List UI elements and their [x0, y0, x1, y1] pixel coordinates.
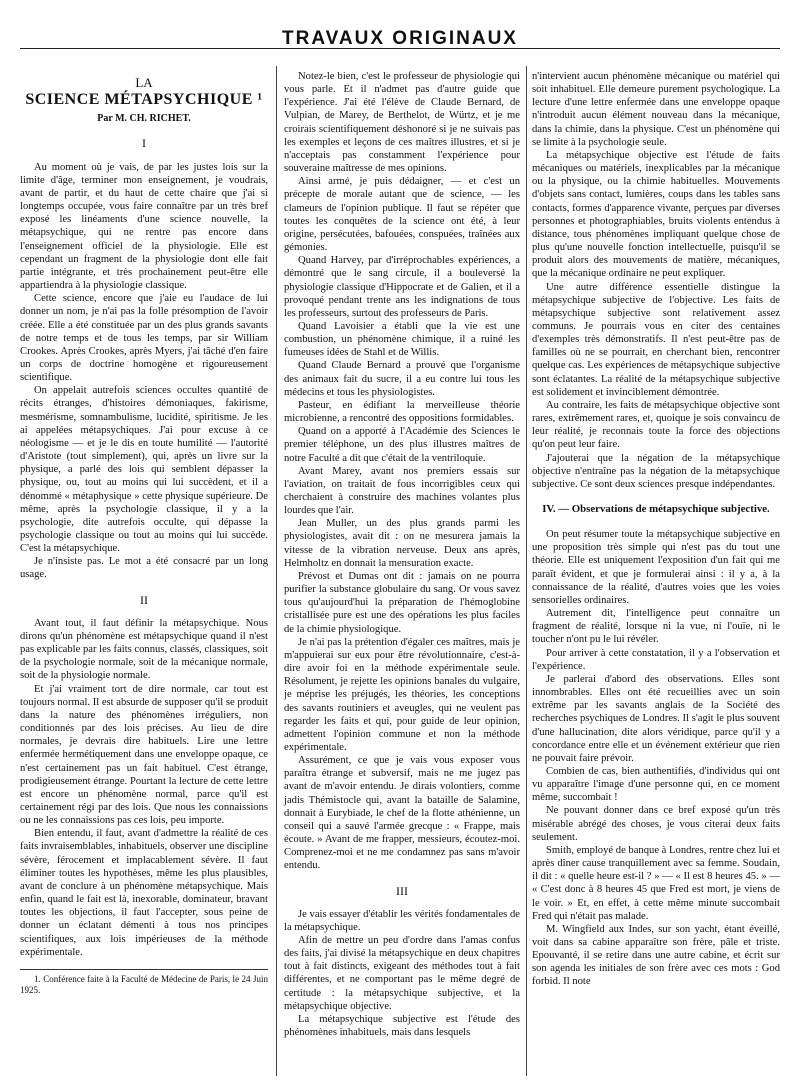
paragraph: Je parlerai d'abord des observations. Elles sont innombrables. Elles ont été recueillies avec un soin extrême par les savants anglais de la Société des recherches psychiques de Londres. Il s'agit le plus souvent d'une hallucination, dite alors véridique, parce qu'il y a concordance entre elle et un événement extérieur que rien ne pouvait faire prévoir.: [532, 673, 780, 764]
paragraph: Au moment où je vais, de par les justes lois sur la limite d'âge, terminer mon enseignement, je voudrais, avant de partir, et du haut de cette chaire que j'ai si longtemps occupée, vous faire connaître par un très bref exposé les linéaments d'une science nouvelle, la métapsychique, qui ne rentre pas encore dans l'enseignement officiel de la physiologie. Elle est cependant un fragment de la physiologie dont elle fait partie intégrante, et très prochainement peut-être elle appartiendra à la physiologie classique.: [20, 161, 268, 292]
paragraph: La métapsychique subjective est l'étude des phénomènes inhabituels, mais dans lesquels: [284, 1013, 520, 1039]
subsection-heading: IV. — Observations de métapsychique subjective.: [542, 503, 770, 515]
paragraph: Quand Harvey, par d'irréprochables expériences, a démontré que le sang circule, il a bouleversé la physiologie classique d'Hippocrate et de Galien, et il a provoqué pendant trente ans les indignations de tous les professeurs, surtout des professeurs de Paris.: [284, 255, 520, 319]
paragraph: Une autre différence essentielle distingue la métapsychique subjective de l'objective. Les faits de métapsychique subjective sont relativement assez communs. Je pourrais vous en citer des centaines d'exemples très démonstratifs. Il n'est peut-être pas de familles où ne se pourrait, en cherchant bien, rencontrer quelque cas. Les expériences de métapsychique subjective sont éclatantes. La réalité de la métapsychique subjective est solidement et invinciblement démontrée.: [532, 281, 780, 398]
paragraph: Pour arriver à cette constatation, il y a l'observation et l'expérience.: [532, 647, 780, 672]
paragraph: Smith, employé de banque à Londres, rentre chez lui et après dîner cause tranquillement avec sa femme. Soudain, il dit : « quelle heure est-il ? » — « Il est 8 heures 45. » — « C'est donc à 8 heures 45 que Fred est mort, je viens de le voir. » Et, en effet, à cette même minute succombait Fred qui n'était pas malade.: [532, 844, 780, 922]
column-2: [284, 70, 520, 1039]
paragraph: Quand on a apporté à l'Académie des Sciences le premier téléphone, un des plus illustres maîtres de notre Faculté a dit que c'était de la ventriloquie.: [284, 426, 520, 464]
footnote-rule: [20, 969, 268, 970]
column-divider: [276, 66, 277, 1076]
paragraph: Pasteur, en édifiant la merveilleuse théorie microbienne, a rencontré des oppositions formidables.: [284, 399, 520, 425]
paragraph: Assurément, ce que je vais vous exposer vous paraîtra étrange et subversif, mais ne me jugez pas avant de m'avoir entendu. Je dirais volontiers, comme jadis Thémistocle qui, avant la bataille de Salamine, donnait à Eurybiade, le chef de la flotte athénienne, un conseil qui a sauvé l'armée grecque : « Frappe, mais écoute. » Avant de me frapper, messieurs, écoutez-moi. Comprenez-moi et ne me condamnez pas sans m'avoir entendu.: [284, 755, 520, 872]
paragraph: Prévost et Dumas ont dit : jamais on ne pourra purifier la substance globulaire du sang. Or vous savez tous qu'aujourd'hui la préparation de l'hémoglobine cristallisée pure est une des opérations les plus faciles de la chimie physiologique.: [284, 570, 520, 635]
section-heading: II: [140, 592, 148, 607]
section-heading: I: [142, 136, 146, 151]
paragraph: Afin de mettre un peu d'ordre dans l'amas confus des faits, j'ai divisé la métapsychique en deux chapitres tout à fait distincts, exigeant des méthodes tout à fait différentes, et ne comportant pas le même degré de certitude : la métapsychique subjective, et la métapsychique objective.: [284, 935, 520, 1012]
paragraph: Avant tout, il faut définir la métapsychique. Nous dirons qu'un phénomène est métapsychique quand il n'est pas explicable par les faits connus, classés, classiques, soit de la psychologie normale, soit de la mécanique normale, soit de la physiologie normale.: [20, 617, 269, 682]
paragraph: M. Wingfield aux Indes, sur son yacht, étant éveillé, voit dans sa cabine apparaître son frère, pâle et triste. Epouvanté, il se retire dans une autre cabine, et écrit sur son agenda les initiales de son frère avec ces mots : God forbid. Il note: [532, 923, 780, 988]
header-rule: [20, 48, 780, 49]
paragraph: La métapsychique objective est l'étude de faits mécaniques ou matériels, inexplicables par la mécanique ou la physique, ou la chimie habituelles. Mouvements d'objets sans contact, lumières, coups dans les tables sans contacts, formes d'apparence vivante, perçues par diverses personnes et photographiables, bruits violents entendus à distance, tous phénomènes impliquant quelque chose de plus qu'une nouvelle fonction intellectuelle, puisqu'il se produit alors des mouvements de matière, mécaniques, que la mécanique ordinaire ne peut expliquer.: [532, 149, 780, 280]
paragraph: Je vais essayer d'établir les vérités fondamentales de la métapsychique.: [284, 908, 520, 933]
column-1: [20, 70, 268, 996]
paragraph: On peut résumer toute la métapsychique subjective en une proposition très simple qui n'est pas du tout une théorie. Elle est uniquement l'exposition d'un fait qui me paraît évident, et que je formulerai ainsi : il y a, à la connaissance de la réalité, d'autres voies que les voies sensorielles ordinaires.: [532, 529, 780, 606]
footnote: 1. Conférence faite à la Faculté de Médecine de Paris, le 24 Juin 1925.: [20, 973, 268, 995]
paragraph: Avant Marey, avant nos premiers essais sur l'aviation, on traitait de fous incorrigibles ceux qui cherchaient à construire des machines volantes plus lourdes que l'air.: [284, 465, 520, 517]
paragraph: Jean Muller, un des plus grands parmi les physiologistes, avait dit : on ne mesurera jamais la vitesse de la vibration nerveuse. Deux ans après, Helmholtz en donnait la mensuration exacte.: [284, 518, 520, 569]
paragraph: Ne pouvant donner dans ce bref exposé qu'un très misérable abrégé des choses, je vous citerai deux faits seulement.: [532, 805, 780, 843]
paragraph: Au contraire, les faits de métapsychique objective sont rares, extrêmement rares, et, quoique je sois convaincu de leur réalité, je reconnais toute la force des objections qu'on peut leur faire.: [532, 399, 780, 451]
article-title: SCIENCE MÉTAPSYCHIQUE ¹: [25, 91, 263, 109]
column-3: [532, 70, 780, 989]
paragraph: Autrement dit, l'intelligence peut connaître un fragment de réalité, lorsque ni la vue, ni l'ouïe, ni le toucher n'ont pu le lui révéler.: [532, 608, 780, 646]
article-title-prefix: LA: [135, 75, 153, 90]
paragraph: On appelait autrefois sciences occultes quantité de récits étranges, d'histoires démoniaques, fakirisme, mesmérisme, somnambulisme, lucidité, spiritisme. Je les ai appelées métapsychiques. J'ai pour excuse à ce néologisme — et je le dis en toute humilité — l'autorité d'Aristote (tout simplement), qui, après un livre sur la physique, a parlé des lois qui semblent dépasser la physique, ou, tout au moins qui lui succèdent, et il a dénommé « métaphysique » cette physique supérieure. De même, après la psychologie classique, il y a la psychologie, dite autrefois occulte, qui dépasse la psychologie classique ou tout au moins qui lui succède. C'est la métapsychique.: [20, 385, 268, 555]
paragraph: n'intervient aucun phénomène mécanique ou matériel qui soit inhabituel. Elle demeure purement psychologique. La lecture d'une lettre enfermée dans une enveloppe opaque n'introduit aucun élément nouveau dans la mécanique, dans la chimie, dans la physique. C'est un phénomène qui se limite à la psychologie seule.: [532, 71, 780, 148]
paragraph: Et j'ai vraiment tort de dire normale, car tout est toujours normal. Il est absurde de supposer qu'il se produit dans la nature des phénomènes irréguliers, non conditionnés par des lois précises. Au lieu de dire normales, je devrais dire habituels. Lire une lettre enfermée hermétiquement dans une enveloppe opaque, ce n'est certainement pas un fait habituel. C'est étrange, prodigieusement étrange. Pourtant la lecture de cette lettre est encore un phénomène normal, parce qu'il est certainement régi par des lois. Que nous les connaissions ou ne les connaissions pas ces lois, peu importe.: [20, 683, 268, 827]
paragraph: Notez-le bien, c'est le professeur de physiologie qui vous parle. Et il n'admet pas d'autre guide que l'expérience. J'ai été l'élève de Claude Bernard, de Vulpian, de Marey, de Berthelot, de Würtz, et je me croirais scientifiquement déshonoré si je ne suivais pas les exemples et leçons de ces maîtres illustres, et si je n'acceptais pas constamment l'expérience pour souveraine maîtresse de mes opinions.: [284, 71, 520, 175]
paragraph: Cette science, encore que j'aie eu l'audace de lui donner un nom, je n'ai pas la folle présomption de l'avoir créée. Elle a été constituée par un des plus grands savants de notre temps et de tous les temps, par sir William Crookes. Après Crookes, après Myers, j'ai tâché d'en faire un corps de doctrine homogène et rigoureusement scientifique.: [20, 293, 268, 384]
article-byline: Par M. CH. RICHET.: [97, 113, 191, 125]
paragraph: Bien entendu, il faut, avant d'admettre la réalité de ces faits invraisemblables, inhabituels, observer une discipline sévère, férocement et implacablement sévère. Il faut éliminer toutes les hypothèses, même les plus plausibles, avant de conclure à un phénomène métapsychique. Mais enfin, quand le fait est là, inexorable, dominateur, bravant toutes les objections, il faut l'accepter, sous peine de donner un éclatant démenti à tous nos principes scientifiques, aux lois impérieuses de la méthode expérimentale.: [20, 828, 269, 958]
column-divider: [526, 66, 527, 1076]
journal-header: TRAVAUX ORIGINAUX: [282, 28, 518, 49]
paragraph: Combien de cas, bien authentifiés, d'individus qui ont vu apparaître l'image d'une personne qui, en ce moment même, succombait !: [532, 765, 780, 804]
paragraph: Je n'insiste pas. Le mot a été consacré par un long usage.: [20, 556, 268, 581]
section-heading: III: [396, 883, 408, 898]
paragraph: Quand Lavoisier a établi que la vie est une combustion, un phénomène chimique, il a ruiné les fumeuses idées de Stahl et de Willis.: [284, 320, 520, 359]
paragraph: J'ajouterai que la négation de la métapsychique objective n'entraîne pas la négation de la métapsychique subjective. Ce sont deux sciences presque indépendantes.: [532, 452, 780, 490]
paragraph: Je n'ai pas la prétention d'égaler ces maîtres, mais je m'appuierai sur eux pour être révolutionnaire, c'est-à-dire avoir foi en la méthode expérimentale seule. Résolument, je rejette les opinions banales du vulgaire, je méprise les préjugés, les théories, les conceptions des savants routiniers et aveugles, qui ne veulent pas regarder les faits et qui, pour guide de leur opinion, admettent l'opinion commune et non la méthode expérimentale.: [284, 636, 520, 753]
paragraph: Ainsi armé, je puis dédaigner, — et c'est un précepte de morale autant que de science, — les clameurs de l'opinion publique. Il faut se répéter que toutes les conquêtes de la science ont été, à leur origine, persécutées, bafouées, conspuées, traînées aux gémonies.: [284, 176, 520, 254]
paragraph: Quand Claude Bernard a prouvé que l'organisme des animaux fait du sucre, il a eu contre lui tous les médecins et tous les physiologistes.: [284, 360, 520, 398]
